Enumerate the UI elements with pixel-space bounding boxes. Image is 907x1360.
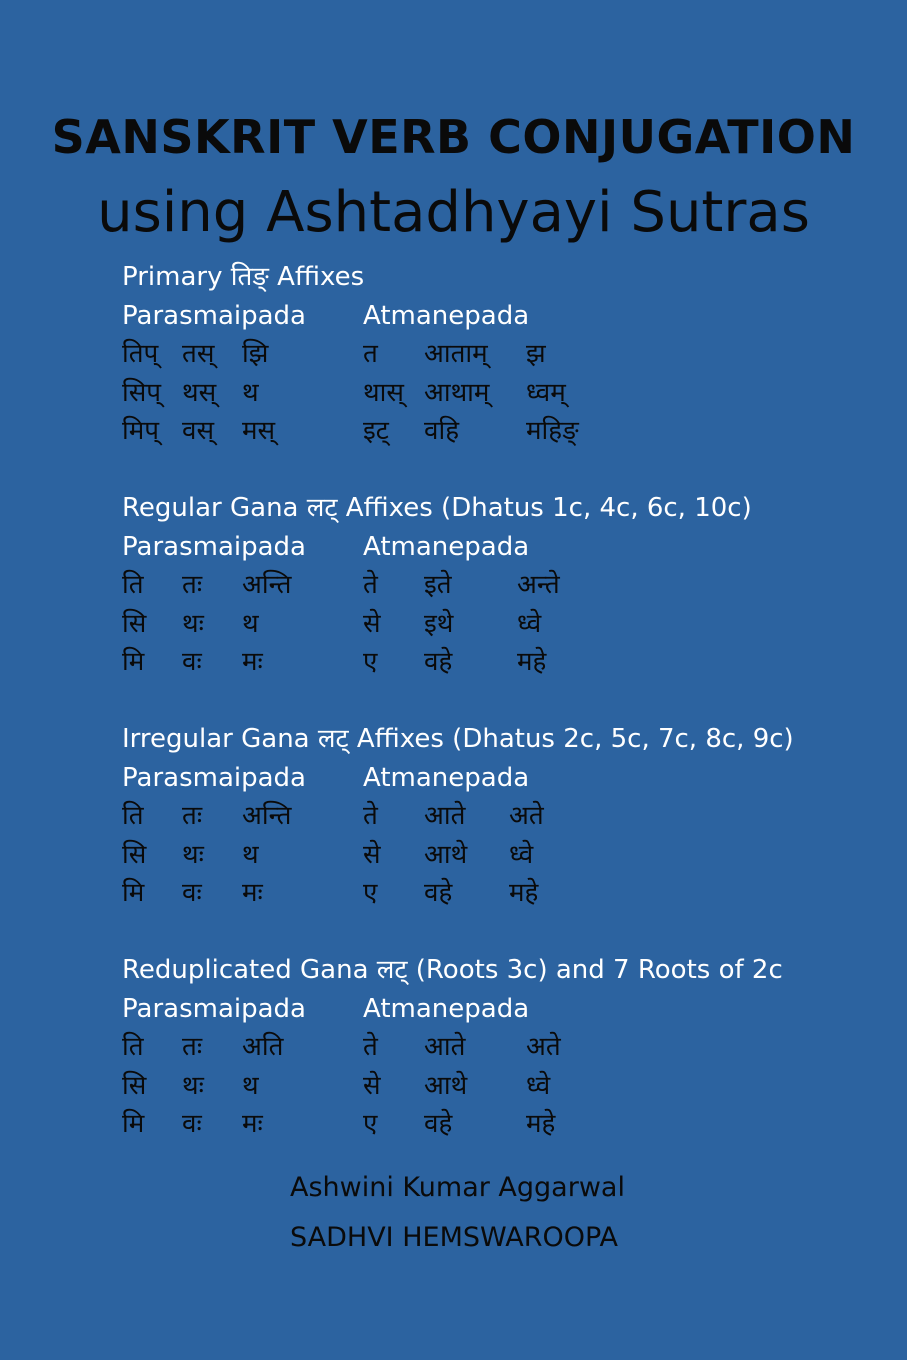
parasmaipada-label: Parasmaipada [122, 300, 306, 331]
atmanepada-label: Atmanepada [363, 531, 530, 562]
affix-cell: वः [182, 647, 202, 677]
affix-cell: थ [242, 608, 259, 639]
affix-cell: तः [182, 570, 203, 600]
affix-cell: थः [182, 839, 204, 870]
section-heading: Primary तिङ् Affixes [122, 262, 365, 292]
atmanepada-label: Atmanepada [363, 300, 530, 331]
affix-cell: तः [182, 1032, 203, 1062]
affix-row [122, 874, 862, 913]
affix-cell: अन्ति [242, 570, 292, 600]
affix-cell: सि [122, 839, 147, 870]
affix-cell: अन्ते [517, 570, 560, 600]
affix-row [122, 605, 862, 644]
cover-title: SANSKRIT VERB CONJUGATION [51, 110, 856, 164]
affix-cell: ते [363, 1032, 378, 1062]
affix-cell: से [363, 608, 381, 639]
affix-cell: आथाम् [424, 377, 490, 408]
author-name: SADHVI HEMSWAROOPA [290, 1222, 618, 1253]
affix-row [122, 797, 862, 836]
pada-labels [122, 297, 862, 336]
affix-cell: महे [526, 1109, 556, 1139]
affix-row [122, 412, 862, 451]
affix-cell: से [363, 839, 381, 870]
affix-cell: ति [122, 1032, 144, 1062]
section-heading: Reduplicated Gana लट् (Roots 3c) and 7 Roots of 2c [122, 955, 783, 985]
affix-cell: ध्वे [526, 1070, 551, 1101]
affix-section-irregular [122, 720, 862, 913]
affix-cell: तिप् [122, 339, 159, 369]
affix-cell: इथे [424, 608, 454, 639]
affix-cell: थास् [363, 377, 404, 408]
affix-row [122, 1028, 862, 1067]
affix-cell: आताम् [424, 339, 488, 369]
affix-cell: थ [242, 839, 259, 870]
affix-cell: अति [242, 1032, 284, 1062]
affix-cell: आते [424, 1032, 466, 1062]
affix-cell: इट् [363, 416, 389, 446]
affix-cell: ध्वे [517, 608, 542, 639]
pada-labels [122, 759, 862, 798]
affix-cell: आथे [424, 1070, 468, 1101]
affix-cell: ध्वम् [526, 377, 566, 408]
affix-cell: ए [363, 1109, 378, 1139]
pada-labels [122, 528, 862, 567]
affix-cell: ते [363, 801, 378, 831]
affix-cell: मः [242, 1109, 263, 1139]
affix-cell: आते [424, 801, 466, 831]
affix-cell: मस् [242, 416, 276, 446]
affix-cell: मि [122, 647, 145, 677]
section-heading: Irregular Gana लट् Affixes (Dhatus 2c, 5c, 7c, 8c, 9c) [122, 724, 794, 754]
affix-cell: ते [363, 570, 378, 600]
affix-cell: वहे [424, 1109, 453, 1139]
parasmaipada-label: Parasmaipada [122, 762, 306, 793]
affix-cell: झि [242, 339, 269, 369]
affix-cell: ति [122, 801, 144, 831]
affix-row [122, 643, 862, 682]
affix-cell: मि [122, 878, 145, 908]
affix-cell: महे [517, 647, 547, 677]
affix-row [122, 374, 862, 413]
parasmaipada-label: Parasmaipada [122, 993, 306, 1024]
affix-section-primary [122, 258, 862, 451]
affix-cell: वहि [424, 416, 459, 446]
affix-cell: इते [424, 570, 452, 600]
affix-cell: सिप् [122, 377, 162, 408]
affix-cell: ए [363, 647, 378, 677]
affix-section-regular [122, 489, 862, 682]
atmanepada-label: Atmanepada [363, 993, 530, 1024]
affix-cell: आथे [424, 839, 468, 870]
affix-cell: सि [122, 608, 147, 639]
cover-subtitle: using Ashtadhyayi Sutras [97, 180, 810, 245]
affix-section-reduplicated [122, 951, 862, 1144]
affix-cell: अते [509, 801, 544, 831]
parasmaipada-label: Parasmaipada [122, 531, 306, 562]
affix-cell: सि [122, 1070, 147, 1101]
affix-cell: झ [526, 339, 546, 369]
author-name: Ashwini Kumar Aggarwal [290, 1172, 625, 1203]
affix-cell: मि [122, 1109, 145, 1139]
affix-cell: ति [122, 570, 144, 600]
affix-cell: थस् [182, 377, 217, 408]
affix-cell: वः [182, 878, 202, 908]
affix-cell: महे [509, 878, 539, 908]
affix-cell: तः [182, 801, 203, 831]
affix-cell: वः [182, 1109, 202, 1139]
affix-cell: मः [242, 647, 263, 677]
affix-cell: थ [242, 1070, 259, 1101]
affix-cell: से [363, 1070, 381, 1101]
affix-cell: त [363, 339, 378, 369]
affix-cell: वहे [424, 878, 453, 908]
affix-cell: वस् [182, 416, 215, 446]
affix-row [122, 335, 862, 374]
affix-cell: वहे [424, 647, 453, 677]
section-heading: Regular Gana लट् Affixes (Dhatus 1c, 4c, 6c, 10c) [122, 493, 752, 523]
affix-cell: महिङ् [526, 416, 579, 446]
affix-cell: अते [526, 1032, 561, 1062]
affix-cell: मिप् [122, 416, 160, 446]
affix-cell: ध्वे [509, 839, 534, 870]
affix-cell: थः [182, 1070, 204, 1101]
atmanepada-label: Atmanepada [363, 762, 530, 793]
affix-cell: अन्ति [242, 801, 292, 831]
affix-row [122, 1105, 862, 1144]
affix-cell: थ [242, 377, 259, 408]
affix-cell: ए [363, 878, 378, 908]
affix-cell: तस् [182, 339, 215, 369]
affix-cell: थः [182, 608, 204, 639]
affix-cell: मः [242, 878, 263, 908]
affix-row [122, 1067, 862, 1106]
affix-row [122, 836, 862, 875]
pada-labels [122, 990, 862, 1029]
affix-row [122, 566, 862, 605]
